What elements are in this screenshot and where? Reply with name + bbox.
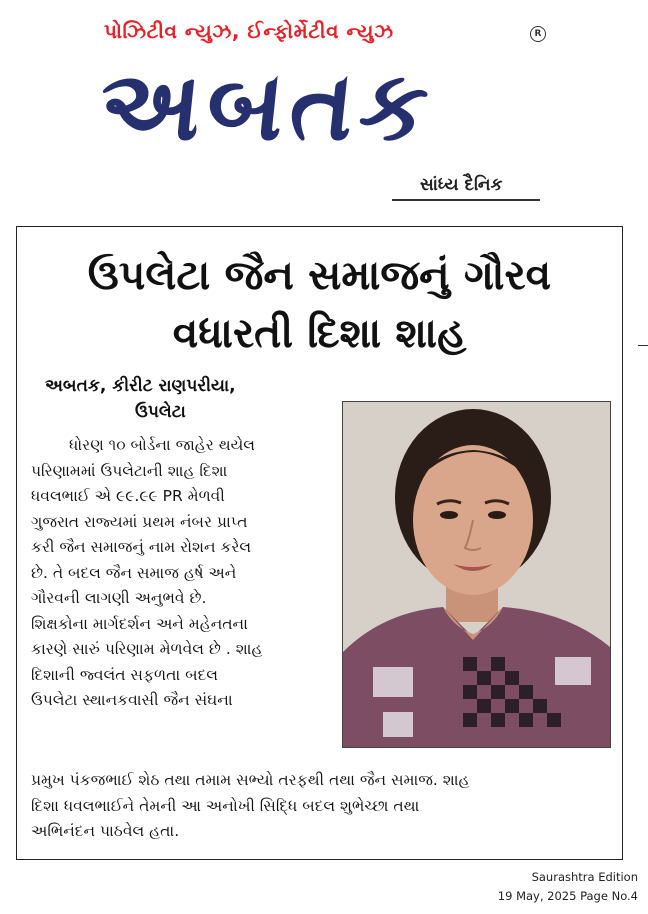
portrait-illustration [343,402,610,747]
column-line: શિક્ષકોના માર્ગદર્શન અને મહેનતના [31,614,248,633]
column-line: ઉપલેટા સ્થાનકવાસી જૈન સંઘના [31,691,233,709]
masthead-subtitle: સાંધ્ય દૈનિક [420,175,503,195]
article-column-text [31,433,336,714]
student-portrait-photo [342,401,611,748]
column-line: છે. તે બદલ જૈન સમાજ હર્ષ અને [31,563,237,582]
column-line: કરી જૈન સમાજનું નામ રોશન કરેલ [31,538,252,556]
wide-line: પ્રમુખ પંકજભાઈ શેઠ તથા તમામ સભ્યો તરફથી તથા જૈન સમાજ. શાહ [31,771,470,789]
headline-line-2: વધારતી દિશા શાહ [172,309,467,357]
edge-divider [638,345,648,346]
newspaper-logo: અબતક [94,50,440,162]
wide-line: અભિનંદન પાઠવેલ હતા. [31,822,180,840]
column-line: કારણે સારું પરિણામ મેળવેલ છે . શાહ [31,640,263,658]
column-line: પરિણામમાં ઉપલેટાની શાહ દિશા [31,461,228,480]
column-line: દિશાની જ્વલંત સફળતા બદલ [31,665,218,684]
masthead [0,0,648,215]
column-line: ધવલભાઈ એ ૯૯.૯૯ PR મેળવી [31,487,225,505]
article-wide-text [31,768,611,845]
masthead-tagline: પોઝિટીવ ન્યુઝ, ઈન્ફોર્મેટીવ ન્યુઝ [104,19,394,43]
date-page-label: 19 May, 2025 Page No.4 [497,889,638,903]
news-article [16,226,623,860]
wide-line: દિશા ધવલભાઈને તેમની આ અનોખી સિદ્ધિ બદલ શુભેચ્છા તથા [31,796,420,815]
column-line: ગુજરાત રાજ્યમાં પ્રથમ નંબર પ્રાપ્ત [31,512,248,531]
registered-mark-icon: R [530,26,546,42]
byline-author: અબતક, કીરીટ રાણપરીયા, [45,376,236,396]
headline-line-1: ઉપલેટા જૈન સમાજનું ગૌરવ [87,251,552,299]
byline-location: ઉપલેટા [135,402,186,422]
subtitle-underline [392,199,540,201]
edition-label: Saurashtra Edition [531,870,638,884]
column-line: ગૌરવની લાગણી અનુભવે છે. [31,589,207,607]
column-line: ધોરણ ૧૦ બોર્ડના જાહેર થયેલ [69,436,256,454]
